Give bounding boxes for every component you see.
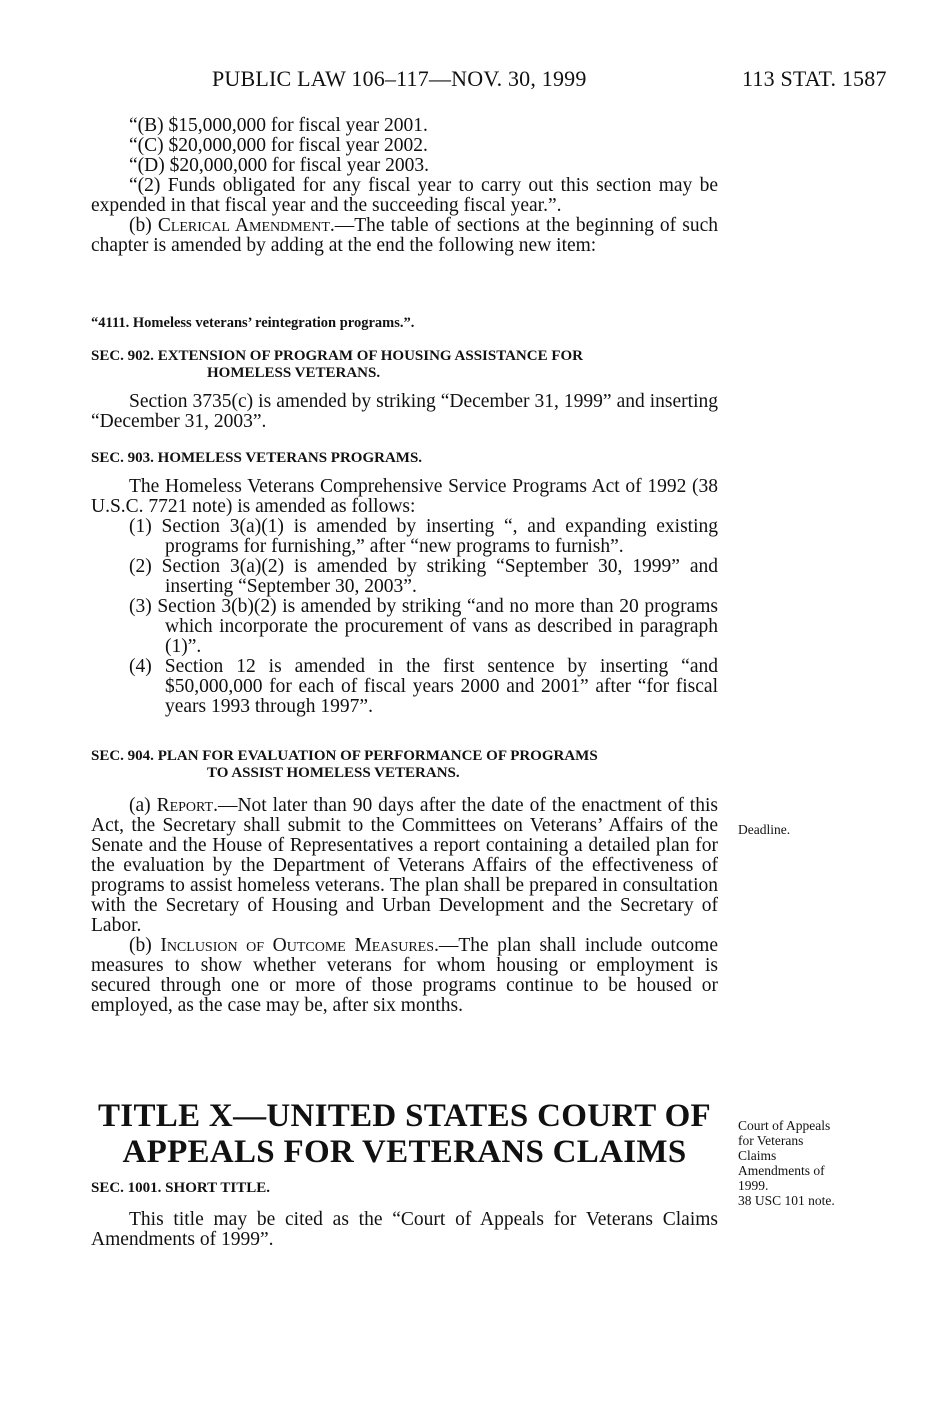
title-x-line-2: APPEALS FOR VETERANS CLAIMS xyxy=(122,1134,687,1170)
margin-note-court-line-4: Amendments of xyxy=(738,1163,825,1178)
clerical-text: .—The table of sections at the beginning of such chapter is amended by adding at the end the following new item: xyxy=(91,215,718,256)
funds-paragraph: “(2) Funds obligated for any fiscal year to carry out this section may be expended in that fiscal year and the succeeding fiscal year.”. xyxy=(91,175,718,216)
report-lead: (a) xyxy=(129,795,157,816)
report-heading: Report xyxy=(156,795,214,816)
funding-item-c: “(C) $20,000,000 for fiscal year 2002. xyxy=(129,135,428,156)
table-item-block xyxy=(91,314,718,332)
section-1001-heading: SEC. 1001. SHORT TITLE. xyxy=(91,1180,270,1196)
section-902-number: SEC. 902. xyxy=(91,348,154,364)
funding-item-d: “(D) $20,000,000 for fiscal year 2003. xyxy=(129,155,429,176)
report-text: .—Not later than 90 days after the date of the enactment of this Act, the Secretary shall submit to the Committees on Veterans’ Affairs of the Senate and the House of Representatives a report containing a detailed plan for the evaluation by the Department of Veterans Affairs of the effectiveness of programs to assist homeless veterans. The plan shall be prepared in consultation with the Secretary of Housing and Urban Development and the Secretary of Labor. xyxy=(91,795,718,936)
section-902 xyxy=(91,348,718,432)
section-903-item-1: (1) Section 3(a)(1) is amended by inserting “, and expanding existing programs for furnishing,” after “new programs to furnish”. xyxy=(129,516,718,557)
section-1001-text: This title may be cited as the “Court of Appeals for Veterans Claims Amendments of 1999”. xyxy=(91,1209,718,1250)
section-904-heading xyxy=(91,748,718,782)
section-903 xyxy=(91,450,718,717)
section-903-heading: SEC. 903. HOMELESS VETERANS PROGRAMS. xyxy=(91,450,423,466)
clerical-lead: (b) xyxy=(129,215,158,236)
section-902-heading xyxy=(91,348,718,382)
section-902-title-b: HOMELESS VETERANS. xyxy=(207,365,381,381)
inclusion-paragraph xyxy=(91,936,718,1016)
margin-note-usc: 38 USC 101 note. xyxy=(738,1193,835,1208)
section-902-title-a: EXTENSION OF PROGRAM OF HOUSING ASSISTANCE FOR xyxy=(157,348,584,364)
inclusion-heading: Inclusion of Outcome Measures xyxy=(160,935,435,956)
section-903-intro: The Homeless Veterans Comprehensive Service Programs Act of 1992 (38 U.S.C. 7721 note) is amended as follows: xyxy=(91,476,718,517)
section-904-title-b: TO ASSIST HOMELESS VETERANS. xyxy=(207,765,460,781)
margin-note-court-line-3: Claims xyxy=(738,1148,777,1163)
margin-note-court-line-2: for Veterans xyxy=(738,1133,804,1148)
inclusion-lead: (b) xyxy=(129,935,161,956)
section-1001 xyxy=(91,1180,718,1250)
margin-note-court-line-5: 1999. xyxy=(738,1178,769,1193)
margin-note-deadline: Deadline. xyxy=(738,822,791,837)
margin-note-court-line-1: Court of Appeals xyxy=(738,1118,831,1133)
clerical-heading: Clerical Amendment xyxy=(157,215,330,236)
section-904-number: SEC. 904. xyxy=(91,748,154,764)
section-902-text: Section 3735(c) is amended by striking “December 31, 1999” and inserting “December 31, 2003”. xyxy=(91,391,718,432)
section-903-item-3: (3) Section 3(b)(2) is amended by striking “and no more than 20 programs which incorporate the procurement of vans as described in paragraph (1)”. xyxy=(129,596,718,657)
funding-item-b: “(B) $15,000,000 for fiscal year 2001. xyxy=(129,115,428,136)
title-x-heading xyxy=(91,1098,718,1170)
page-header-right: 113 STAT. 1587 xyxy=(742,66,887,91)
section-904-title-a: PLAN FOR EVALUATION OF PERFORMANCE OF PROGRAMS xyxy=(157,748,598,764)
page-header-left: PUBLIC LAW 106–117—NOV. 30, 1999 xyxy=(212,66,587,91)
inclusion-text: .—The plan shall include outcome measures to show whether veterans for whom housing or employment is secured through one or more of those programs continue to be housed or employed, as the case may be, after six months. xyxy=(91,935,718,1016)
report-paragraph xyxy=(91,796,718,936)
funding-block xyxy=(91,116,718,256)
table-of-sections-item: “4111. Homeless veterans’ reintegration programs.”. xyxy=(91,315,415,331)
section-904 xyxy=(91,748,718,1016)
section-903-item-2: (2) Section 3(a)(2) is amended by striking “September 30, 1999” and inserting “September 30, 2003”. xyxy=(129,556,718,597)
title-x-line-1: TITLE X—UNITED STATES COURT OF xyxy=(98,1098,711,1134)
section-903-item-4: (4) Section 12 is amended in the first sentence by inserting “and $50,000,000 for each of fiscal years 2000 and 2001” after “for fiscal years 1993 through 1997”. xyxy=(129,656,718,717)
margin-note-court-of-appeals xyxy=(738,1118,868,1208)
clerical-amendment-paragraph xyxy=(91,216,718,256)
